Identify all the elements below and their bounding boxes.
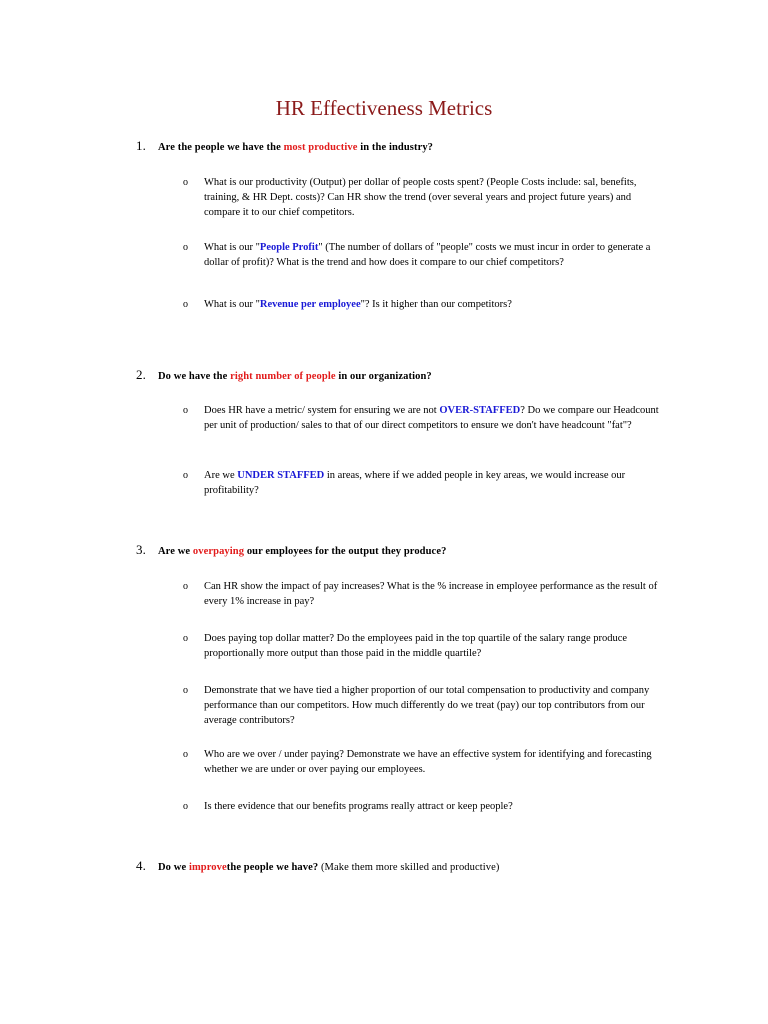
bullet-item — [183, 468, 663, 498]
bullet-item — [183, 240, 663, 270]
highlight-text: overpaying — [192, 546, 245, 557]
bullet-icon: o — [183, 801, 188, 812]
question-number: 3. — [136, 542, 146, 557]
question-4 — [136, 858, 736, 874]
bullet-item — [183, 403, 663, 433]
highlight-text: most productive — [283, 142, 358, 153]
bullet-text: What is our productivity (Output) per dollar of people costs spent? (People Costs include: sal, benefits, training, & HR Dept. costs)? Can HR show the trend (over several years and project future years) and compare it to our chief competitors. — [204, 177, 637, 218]
bullet-item — [183, 579, 663, 609]
question-note: (Make them more skilled and productive) — [318, 862, 500, 873]
bullet-icon: o — [183, 581, 188, 592]
bullet-icon: o — [183, 633, 188, 644]
bullet-item — [183, 297, 663, 312]
question-text-end: in our organization? — [335, 371, 432, 382]
question-text: Do we have the — [158, 371, 231, 382]
bullet-text: Does HR have a metric/ system for ensuring we are not OVER-STAFFED? Do we compare our Headcount per unit of production/ sales to that of our direct competitors to ensure we don't have headcount "fat"? — [204, 405, 659, 431]
question-3 — [136, 542, 736, 558]
bullet-item — [183, 799, 663, 814]
bullet-text: Who are we over / under paying? Demonstrate we have an effective system for identifying and forecasting whether we are under or over paying our employees. — [204, 749, 652, 775]
question-2 — [136, 367, 736, 383]
page-title: HR Effectiveness Metrics — [275, 96, 493, 120]
bullet-item — [183, 747, 663, 777]
bullet-text: What is our "People Profit" (The number of dollars of "people" costs we must incur in order to generate a dollar of profit)? What is the trend and how does it compare to our chief competitors? — [204, 242, 651, 268]
highlight-text: UNDER STAFFED — [237, 470, 325, 481]
bullet-text: Are we UNDER STAFFED in areas, where if we added people in key areas, we would increase our profitability? — [204, 470, 626, 496]
bullet-icon: o — [183, 242, 188, 253]
highlight-text: OVER-STAFFED — [439, 405, 521, 416]
bullet-icon: o — [183, 685, 188, 696]
bullet-icon: o — [183, 470, 188, 481]
question-text: Are we — [158, 546, 193, 557]
bullet-text: Can HR show the impact of pay increases? What is the % increase in employee performance as the result of every 1% increase in pay? — [204, 581, 658, 607]
highlight-text: Revenue per employee — [259, 299, 361, 310]
bullet-item — [183, 175, 663, 220]
bullet-icon: o — [183, 299, 188, 310]
question-1 — [136, 138, 736, 154]
question-text-end: in the industry? — [357, 142, 434, 153]
bullet-text: Demonstrate that we have tied a higher proportion of our total compensation to productivity and company performance than our competitors. How much differently do we treat (pay) our top contributors from our average contributors? — [204, 685, 650, 726]
bullet-text: What is our "Revenue per employee"? Is it higher than our competitors? — [204, 299, 512, 310]
question-number: 2. — [136, 367, 146, 382]
bullet-text: Is there evidence that our benefits programs really attract or keep people? — [204, 801, 513, 812]
highlight-text: improve — [188, 862, 227, 873]
question-number: 4. — [136, 858, 146, 873]
bullet-icon: o — [183, 405, 188, 416]
bullet-text: Does paying top dollar matter? Do the employees paid in the top quartile of the salary range produce proportionally more output than those paid in the middle quartile? — [204, 633, 628, 659]
bullet-item — [183, 683, 663, 728]
bullet-icon: o — [183, 177, 188, 188]
bullet-item — [183, 631, 663, 661]
question-text-end: our employees for the output they produce? — [244, 546, 447, 557]
bullet-icon: o — [183, 749, 188, 760]
question-text: Are the people we have the — [158, 142, 284, 153]
question-number: 1. — [136, 138, 146, 153]
question-text-end: the people we have? — [226, 862, 319, 873]
highlight-text: right number of people — [230, 371, 336, 382]
highlight-text: People Profit — [259, 242, 319, 253]
question-text: Do we — [158, 862, 189, 873]
